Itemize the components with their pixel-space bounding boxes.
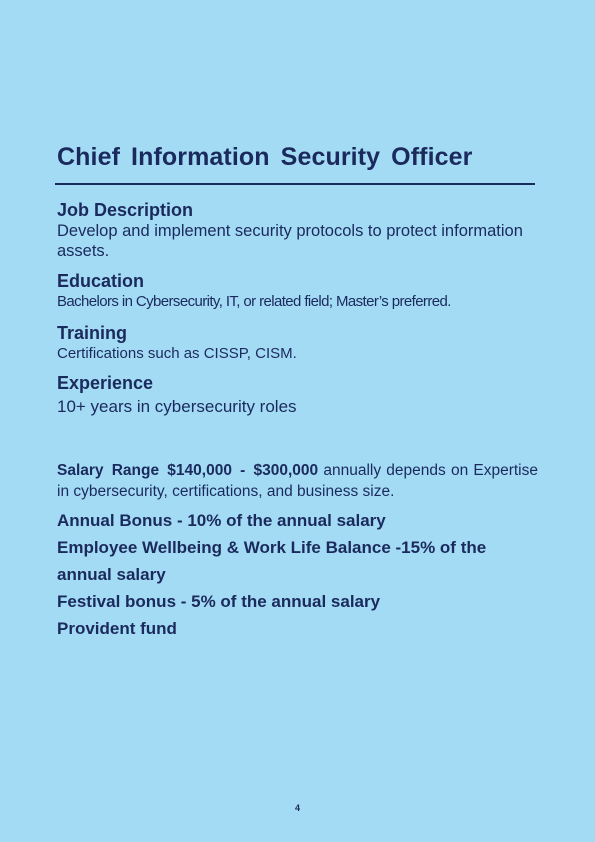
section-heading: Education (57, 271, 145, 291)
benefit-item: Provident fund (57, 619, 177, 638)
section-education (57, 270, 547, 312)
section-heading: Experience (57, 373, 154, 393)
section-body: Certifications such as CISSP, CISM. (57, 345, 297, 362)
benefit-item: Festival bonus - 5% of the annual salary (57, 592, 381, 611)
benefit-item: Employee Wellbeing & Work Life Balance -15% of the annual salary (57, 538, 487, 584)
salary-paragraph (57, 460, 538, 502)
salary-description: annually depends on Expertise in cybersecurity, certifications, and business size. (57, 462, 538, 500)
section-body: Develop and implement security protocols to protect information assets. (57, 222, 523, 260)
page-title: Chief Information Security Officer (57, 143, 473, 171)
section-experience (57, 372, 547, 420)
section-heading: Job Description (57, 200, 194, 220)
section-job-description (57, 199, 547, 261)
section-body: Bachelors in Cybersecurity, IT, or related field; Master’s preferred. (57, 293, 451, 310)
benefits-list (57, 507, 537, 642)
title-underline (55, 183, 535, 185)
benefit-item: Annual Bonus - 10% of the annual salary (57, 511, 386, 530)
section-heading: Training (57, 323, 128, 343)
salary-range-label: Salary Range $140,000 - $300,000 (57, 462, 319, 479)
page-number: 4 (294, 803, 300, 813)
section-training (57, 322, 547, 364)
section-body: 10+ years in cybersecurity roles (57, 397, 297, 416)
